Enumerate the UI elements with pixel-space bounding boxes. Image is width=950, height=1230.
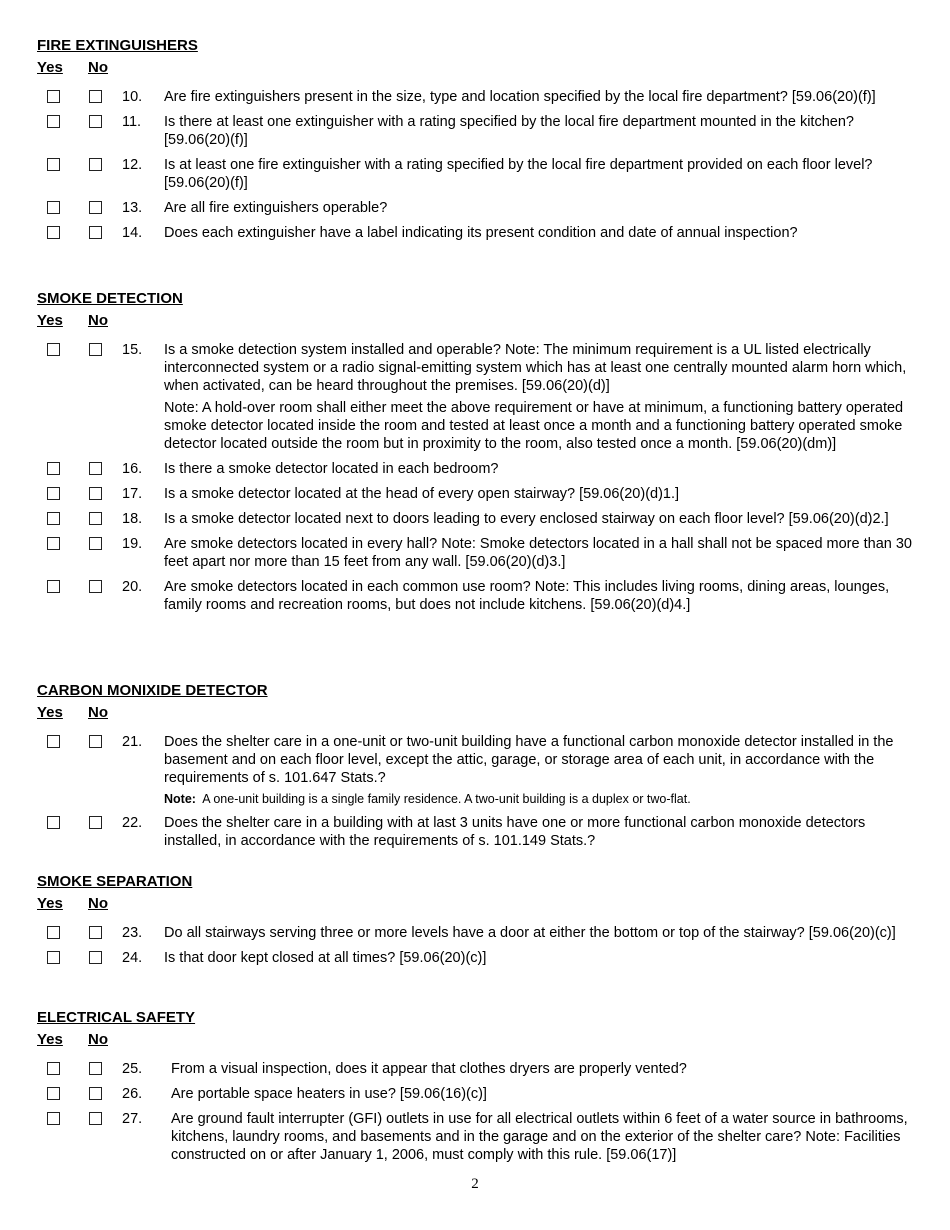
no-checkbox[interactable] bbox=[89, 735, 102, 748]
no-checkbox[interactable] bbox=[89, 951, 102, 964]
question-19 bbox=[37, 535, 917, 571]
yes-checkbox[interactable] bbox=[47, 90, 60, 103]
yes-checkbox[interactable] bbox=[47, 226, 60, 239]
question-number: 27. bbox=[122, 1111, 143, 1127]
page-number: 2 bbox=[471, 1176, 479, 1192]
no-header: No bbox=[88, 1031, 108, 1048]
question-11 bbox=[37, 113, 917, 149]
question-14 bbox=[37, 224, 917, 242]
no-checkbox[interactable] bbox=[89, 90, 102, 103]
section-title: SMOKE DETECTION bbox=[37, 290, 183, 307]
question-text: Is a smoke detector located at the head of every open stairway? [59.06(20)(d)1.] bbox=[164, 486, 680, 502]
no-checkbox[interactable] bbox=[89, 462, 102, 475]
question-text: Are smoke detectors located in each common use room? Note: This includes living rooms, dining areas, lounges, family rooms and recreation rooms, but does not include kitchens. [59.06(20)(d)4.] bbox=[164, 579, 890, 613]
question-text: Is a smoke detector located next to doors leading to every enclosed stairway on each floor level? [59.06(20)(d)2.] bbox=[164, 511, 889, 527]
no-checkbox[interactable] bbox=[89, 537, 102, 550]
no-checkbox[interactable] bbox=[89, 1062, 102, 1075]
question-text: Are portable space heaters in use? [59.06(16)(c)] bbox=[171, 1086, 487, 1102]
question-25 bbox=[37, 1060, 917, 1078]
question-21 bbox=[37, 733, 917, 807]
question-text: From a visual inspection, does it appear that clothes dryers are properly vented? bbox=[171, 1061, 687, 1077]
question-text: Is at least one fire extinguisher with a rating specified by the local fire department provided on each floor level? [59.06(20)(f)] bbox=[164, 157, 873, 191]
question-number: 23. bbox=[122, 925, 143, 941]
question-number: 11. bbox=[122, 114, 142, 130]
no-checkbox[interactable] bbox=[89, 158, 102, 171]
question-15 bbox=[37, 341, 917, 453]
question-27 bbox=[37, 1110, 917, 1164]
question-text: Do all stairways serving three or more levels have a door at either the bottom or top of the stairway? [59.06(20)(c)] bbox=[164, 925, 896, 941]
yes-no-header bbox=[37, 59, 917, 81]
no-header: No bbox=[88, 312, 108, 329]
section-title: SMOKE SEPARATION bbox=[37, 873, 193, 890]
section-title: ELECTRICAL SAFETY bbox=[37, 1009, 196, 1026]
yes-no-header bbox=[37, 704, 917, 726]
yes-checkbox[interactable] bbox=[47, 1062, 60, 1075]
question-number: 14. bbox=[122, 225, 143, 241]
yes-checkbox[interactable] bbox=[47, 580, 60, 593]
question-20 bbox=[37, 578, 917, 614]
question-number: 25. bbox=[122, 1061, 143, 1077]
question-number: 18. bbox=[122, 511, 143, 527]
question-number: 26. bbox=[122, 1086, 143, 1102]
yes-no-header bbox=[37, 1031, 917, 1053]
yes-header: Yes bbox=[37, 312, 63, 329]
question-26 bbox=[37, 1085, 917, 1103]
question-text: Is that door kept closed at all times? [59.06(20)(c)] bbox=[164, 950, 487, 966]
yes-checkbox[interactable] bbox=[47, 1112, 60, 1125]
question-number: 10. bbox=[122, 89, 143, 105]
question-number: 16. bbox=[122, 461, 143, 477]
question-number: 12. bbox=[122, 157, 143, 173]
question-number: 15. bbox=[122, 342, 143, 358]
no-checkbox[interactable] bbox=[89, 1112, 102, 1125]
question-note: Note: A hold-over room shall either meet the above requirement or have at minimum, a functioning battery operated smoke detector located inside the room and tested at least once a month and a functioning battery operated smoke detector located outside the room but in proximity to the room, also tested once a month. [59.06(20)(dm)] bbox=[164, 400, 904, 452]
yes-checkbox[interactable] bbox=[47, 735, 60, 748]
question-number: 24. bbox=[122, 950, 143, 966]
question-text: Does each extinguisher have a label indicating its present condition and date of annual inspection? bbox=[164, 225, 798, 241]
yes-header: Yes bbox=[37, 895, 63, 912]
no-checkbox[interactable] bbox=[89, 487, 102, 500]
no-checkbox[interactable] bbox=[89, 580, 102, 593]
question-16 bbox=[37, 460, 917, 478]
no-checkbox[interactable] bbox=[89, 226, 102, 239]
yes-no-header bbox=[37, 312, 917, 334]
question-text: Does the shelter care in a one-unit or two-unit building have a functional carbon monoxide detector installed in the basement and on each floor level, except the attic, garage, or storage area of each unit, in accordance with the requirements of s. 101.647 Stats.? bbox=[164, 734, 894, 786]
question-18 bbox=[37, 510, 917, 528]
yes-header: Yes bbox=[37, 59, 63, 76]
question-23 bbox=[37, 924, 917, 942]
yes-checkbox[interactable] bbox=[47, 512, 60, 525]
question-22 bbox=[37, 814, 917, 850]
question-number: 22. bbox=[122, 815, 143, 831]
yes-checkbox[interactable] bbox=[47, 951, 60, 964]
question-17 bbox=[37, 485, 917, 503]
note-label: Note: bbox=[164, 792, 196, 806]
no-header: No bbox=[88, 895, 108, 912]
no-checkbox[interactable] bbox=[89, 115, 102, 128]
section-carbon-monoxide bbox=[37, 682, 917, 850]
no-checkbox[interactable] bbox=[89, 1087, 102, 1100]
question-text: Are ground fault interrupter (GFI) outlets in use for all electrical outlets within 6 feet of a water source in bathrooms, kitchens, laundry rooms, and basements and in the garage and on the exterior of the shelter care? Note: Facilities constructed on or after January 1, 2006, must comply with this rule. [59.06(17)] bbox=[171, 1111, 908, 1163]
question-text: Is there a smoke detector located in each bedroom? bbox=[164, 461, 499, 477]
section-smoke-separation bbox=[37, 873, 917, 967]
section-electrical-safety bbox=[37, 1009, 917, 1164]
question-text: Does the shelter care in a building with at last 3 units have one or more functional carbon monoxide detectors installed, in accordance with the requirements of s. 101.149 Stats.? bbox=[164, 815, 866, 849]
no-checkbox[interactable] bbox=[89, 201, 102, 214]
question-text: Are smoke detectors located in every hall? Note: Smoke detectors located in a hall shall not be spaced more than 30 feet apart nor more than 15 feet from any wall. [59.06(20)(d)3.] bbox=[164, 536, 912, 570]
question-number: 17. bbox=[122, 486, 143, 502]
question-12 bbox=[37, 156, 917, 192]
question-note bbox=[164, 791, 917, 807]
no-checkbox[interactable] bbox=[89, 926, 102, 939]
section-title: CARBON MONIXIDE DETECTOR bbox=[37, 682, 268, 699]
yes-checkbox[interactable] bbox=[47, 926, 60, 939]
question-text: Are fire extinguishers present in the size, type and location specified by the local fire department? [59.06(20)(f)] bbox=[164, 89, 876, 105]
question-number: 21. bbox=[122, 734, 143, 750]
yes-checkbox[interactable] bbox=[47, 201, 60, 214]
section-fire-extinguishers bbox=[37, 37, 917, 242]
no-checkbox[interactable] bbox=[89, 343, 102, 356]
question-10 bbox=[37, 88, 917, 106]
yes-checkbox[interactable] bbox=[47, 816, 60, 829]
question-text: Are all fire extinguishers operable? bbox=[164, 200, 388, 216]
no-header: No bbox=[88, 704, 108, 721]
question-text: Is there at least one extinguisher with a rating specified by the local fire department mounted in the kitchen? [59.06(20)(f)] bbox=[164, 114, 854, 148]
question-number: 20. bbox=[122, 579, 143, 595]
question-number: 13. bbox=[122, 200, 143, 216]
no-header: No bbox=[88, 59, 108, 76]
no-checkbox[interactable] bbox=[89, 512, 102, 525]
note-text: A one-unit building is a single family residence. A two-unit building is a duplex or two-flat. bbox=[202, 792, 691, 806]
yes-checkbox[interactable] bbox=[47, 158, 60, 171]
question-24 bbox=[37, 949, 917, 967]
yes-checkbox[interactable] bbox=[47, 343, 60, 356]
yes-no-header bbox=[37, 895, 917, 917]
yes-checkbox[interactable] bbox=[47, 1087, 60, 1100]
question-text: Is a smoke detection system installed and operable? Note: The minimum requirement is a UL listed electrically interconnected system or a radio signal-emitting system which has at least one centrally mounted alarm horn which, when activated, can be heard throughout the premises. [59.06(20)(d)] bbox=[164, 342, 907, 394]
yes-checkbox[interactable] bbox=[47, 115, 60, 128]
question-13 bbox=[37, 199, 917, 217]
no-checkbox[interactable] bbox=[89, 816, 102, 829]
section-smoke-detection bbox=[37, 290, 917, 614]
yes-header: Yes bbox=[37, 1031, 63, 1048]
section-title: FIRE EXTINGUISHERS bbox=[37, 37, 198, 54]
question-number: 19. bbox=[122, 536, 143, 552]
yes-header: Yes bbox=[37, 704, 63, 721]
yes-checkbox[interactable] bbox=[47, 462, 60, 475]
yes-checkbox[interactable] bbox=[47, 487, 60, 500]
yes-checkbox[interactable] bbox=[47, 537, 60, 550]
